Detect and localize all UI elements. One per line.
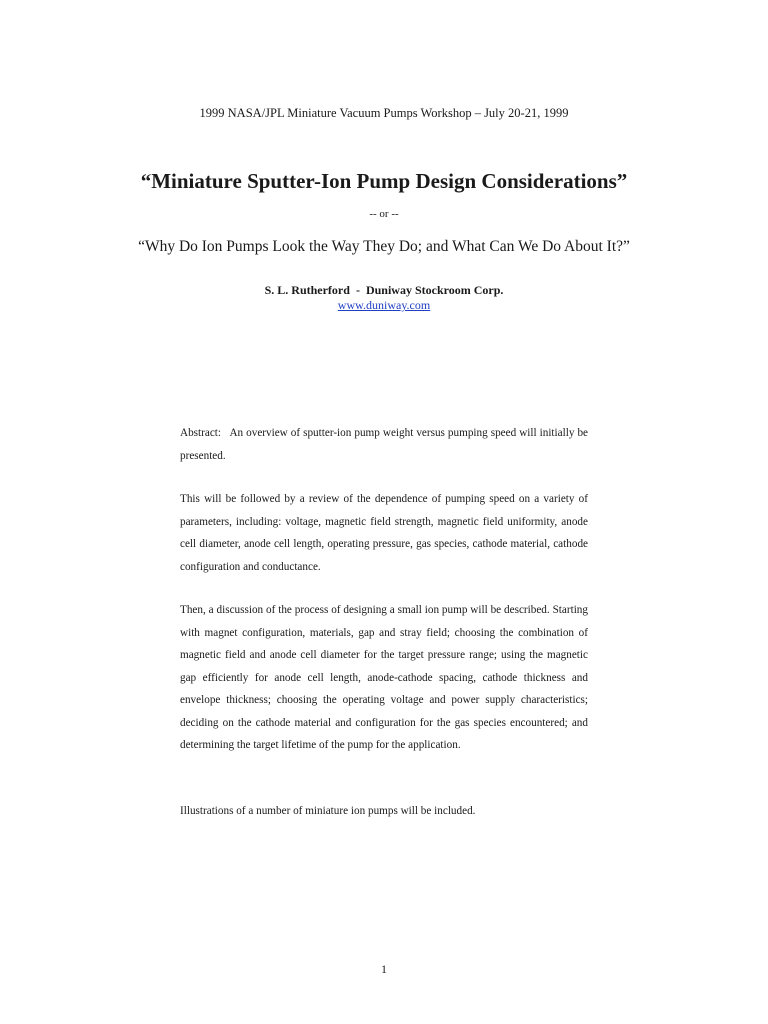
abstract-paragraph-3: Then, a discussion of the process of designing a small ion pump will be described. Starting with magnet configuration, materials, gap and stray field; choosing the combination of magnetic field and anode cell diameter for the target pressure range; using the magnetic gap efficiently for anode cell length, anode-cathode spacing, cathode thickness and envelope thickness; choosing the operating voltage and power supply characteristics; deciding on the cathode material and configuration for the gas species encountered; and determining the target lifetime of the pump for the application.	[180, 604, 588, 751]
author-line	[0, 283, 768, 298]
abstract-label: Abstract:	[180, 427, 222, 439]
abstract-paragraph-2: This will be followed by a review of the dependence of pumping speed on a variety of parameters, including: voltage, magnetic field strength, magnetic field uniformity, anode cell diameter, anode cell length, operating pressure, gas species, cathode material, cathode configuration and conductance.	[180, 493, 588, 573]
or-separator: -- or --	[369, 208, 399, 220]
workshop-header: 1999 NASA/JPL Miniature Vacuum Pumps Workshop – July 20-21, 1999	[199, 106, 569, 120]
paper-title: “Miniature Sputter-Ion Pump Design Considerations”	[140, 169, 628, 193]
page-number: 1	[381, 962, 387, 976]
website-link[interactable]: www.duniway.com	[337, 298, 431, 312]
paper-subtitle: “Why Do Ion Pumps Look the Way They Do; and What Can We Do About It?”	[138, 238, 630, 255]
author-separator: -	[355, 283, 360, 297]
abstract-text-1: An overview of sputter-ion pump weight versus pumping speed will initially be presented.	[180, 427, 588, 462]
author-name: S. L. Rutherford	[264, 283, 350, 297]
author-organization: Duniway Stockroom Corp.	[365, 283, 504, 297]
website-line	[0, 298, 768, 313]
abstract-paragraph-4: Illustrations of a number of miniature ion pumps will be included.	[180, 805, 476, 817]
abstract-paragraph-1	[180, 422, 588, 467]
